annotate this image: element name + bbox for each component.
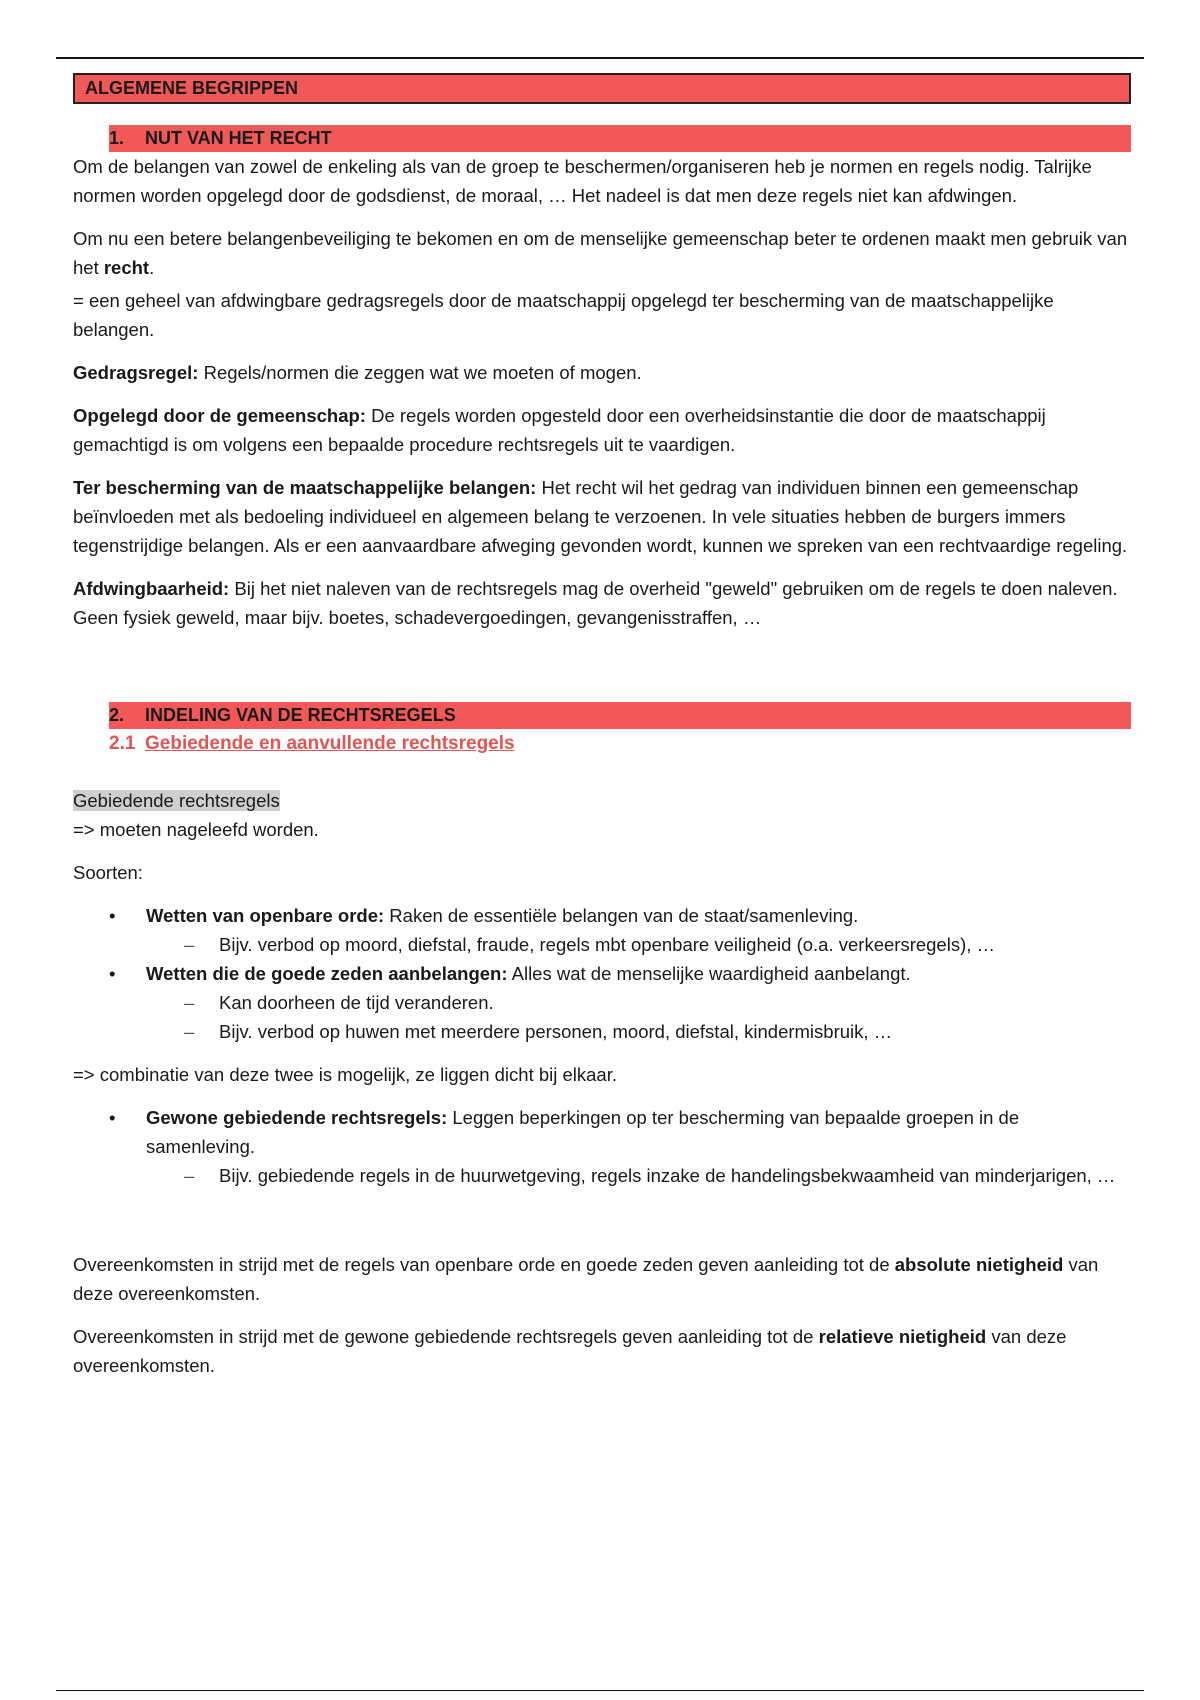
dash-icon: – — [184, 1021, 195, 1042]
main-heading: ALGEMENE BEGRIPPEN — [73, 73, 1131, 104]
bullet-icon: • — [109, 905, 116, 926]
top-rule — [56, 57, 1144, 59]
subsection-2-1-number: 2.1 — [109, 733, 136, 754]
kinds-label: Soorten: — [73, 862, 143, 883]
relative-nullity-text: Overeenkomsten in strijd met de gewone gebiedende rechtsregels geven aanleiding tot de — [73, 1326, 819, 1347]
def-bescherming-text: Het recht wil het gedrag van individuen binnen een gemeenschap beïnvloeden met als bedoeling individueel en algemeen belang te verzoenen. In vele situaties hebben de burgers immers tegenstrijdige belangen. Als er een aanvaardbare afweging gevonden wordt, kunnen we spreken van een rechtvaardige regeling. — [73, 477, 1128, 556]
paragraph-recht-text: Om nu een betere belangenbeveiliging te bekomen en om de menselijke gemeenschap beter te ordenen maakt men gebruik van het — [73, 228, 1128, 278]
highlight-line — [73, 786, 1131, 815]
document-page — [73, 73, 1131, 1380]
must-line: => moeten nageleefd worden. — [73, 819, 319, 840]
paragraph-recht-end: . — [149, 257, 155, 278]
sublist-item-text: Kan doorheen de tijd veranderen. — [219, 992, 494, 1013]
list-item-term: Gewone gebiedende rechtsregels: — [146, 1107, 448, 1128]
sublist — [146, 1161, 1131, 1190]
def-gedragsregel-term: Gedragsregel: — [73, 362, 199, 383]
absolute-nullity-end: van deze overeenkomsten. — [73, 1254, 1099, 1304]
sublist-item — [146, 1161, 1131, 1190]
def-opgelegd — [73, 401, 1131, 459]
gewone-list — [73, 1103, 1131, 1190]
sublist-item-text: Bijv. gebiedende regels in de huurwetgeving, regels inzake de handelingsbekwaamheid van minderjarigen, … — [219, 1165, 1116, 1186]
bullet-icon: • — [109, 1107, 116, 1128]
subsection-2-1-heading — [109, 729, 1131, 759]
paragraph-recht — [73, 224, 1131, 282]
bullet-icon: • — [109, 963, 116, 984]
list-item — [73, 959, 1131, 1046]
list-item-term: Wetten van openbare orde: — [146, 905, 385, 926]
list-item — [73, 901, 1131, 959]
relative-nullity-term: relatieve nietigheid — [818, 1326, 987, 1347]
paragraph-intro: Om de belangen van zowel de enkeling als van de groep te beschermen/organiseren heb je normen en regels nodig. Talrijke normen worden opgelegd door de godsdienst, de moraal, … Het nadeel is dat men deze regels niet kan afdwingen. — [73, 156, 1092, 206]
relative-nullity-end: van deze overeenkomsten. — [73, 1326, 1067, 1376]
combination-line: => combinatie van deze twee is mogelijk, ze liggen dicht bij elkaar. — [73, 1064, 617, 1085]
list-item — [73, 1103, 1131, 1190]
sublist — [146, 930, 1131, 959]
term-recht: recht — [103, 257, 150, 278]
list-item-text: Leggen beperkingen op ter bescherming van bepaalde groepen in de samenleving. — [146, 1107, 1020, 1157]
sublist — [146, 988, 1131, 1046]
highlighted-term: Gebiedende rechtsregels — [73, 790, 280, 811]
dash-icon: – — [184, 934, 195, 955]
bottom-rule — [56, 1690, 1144, 1691]
section-1-title: NUT VAN HET RECHT — [145, 128, 332, 148]
def-opgelegd-text: De regels worden opgesteld door een overheidsinstantie die door de maatschappij gemachtigd is om volgens een bepaalde procedure rechtsregels uit te vaardigen. — [73, 405, 1046, 455]
dash-icon: – — [184, 992, 195, 1013]
section-2-number: 2. — [109, 705, 125, 725]
sublist-item-text: Bijv. verbod op moord, diefstal, fraude, regels mbt openbare veiligheid (o.a. verkeersregels), … — [219, 934, 996, 955]
section-2-heading — [109, 702, 1131, 729]
list-item-text: Raken de essentiële belangen van de staat/samenleving. — [384, 905, 859, 926]
sublist-item — [146, 1017, 1131, 1046]
def-bescherming-term: Ter bescherming van de maatschappelijke belangen: — [73, 477, 537, 498]
section-1-heading — [109, 125, 1131, 152]
absolute-nullity-text: Overeenkomsten in strijd met de regels van openbare orde en goede zeden geven aanleiding tot de — [73, 1254, 895, 1275]
def-opgelegd-term: Opgelegd door de gemeenschap: — [73, 405, 366, 426]
sublist-item-text: Bijv. verbod op huwen met meerdere personen, moord, diefstal, kindermisbruik, … — [219, 1021, 893, 1042]
def-afdwingbaarheid-term: Afdwingbaarheid: — [73, 578, 230, 599]
subsection-2-1-title: Gebiedende en aanvullende rechtsregels — [145, 733, 515, 754]
absolute-nullity-term: absolute nietigheid — [894, 1254, 1064, 1275]
def-gedragsregel — [73, 358, 1131, 387]
def-afdwingbaarheid — [73, 574, 1131, 632]
definition-recht: = een geheel van afdwingbare gedragsregels door de maatschappij opgelegd ter bescherming van de maatschappelijke belangen. — [73, 290, 1054, 340]
section-1-number: 1. — [109, 128, 125, 148]
kinds-list — [73, 901, 1131, 1046]
def-bescherming — [73, 473, 1131, 560]
def-gedragsregel-text: Regels/normen die zeggen wat we moeten of mogen. — [198, 362, 642, 383]
absolute-nullity-paragraph — [73, 1250, 1131, 1308]
dash-icon: – — [184, 1165, 195, 1186]
def-afdwingbaarheid-text: Bij het niet naleven van de rechtsregels mag de overheid "geweld" gebruiken om de regels te doen naleven. Geen fysiek geweld, maar bijv. boetes, schadevergoedingen, gevangenisstraffen, … — [73, 578, 1118, 628]
list-item-text: Alles wat de menselijke waardigheid aanbelangt. — [507, 963, 911, 984]
list-item-term: Wetten die de goede zeden aanbelangen: — [146, 963, 508, 984]
sublist-item — [146, 930, 1131, 959]
relative-nullity-paragraph — [73, 1322, 1131, 1380]
sublist-item — [146, 988, 1131, 1017]
section-2-title: INDELING VAN DE RECHTSREGELS — [145, 705, 456, 725]
